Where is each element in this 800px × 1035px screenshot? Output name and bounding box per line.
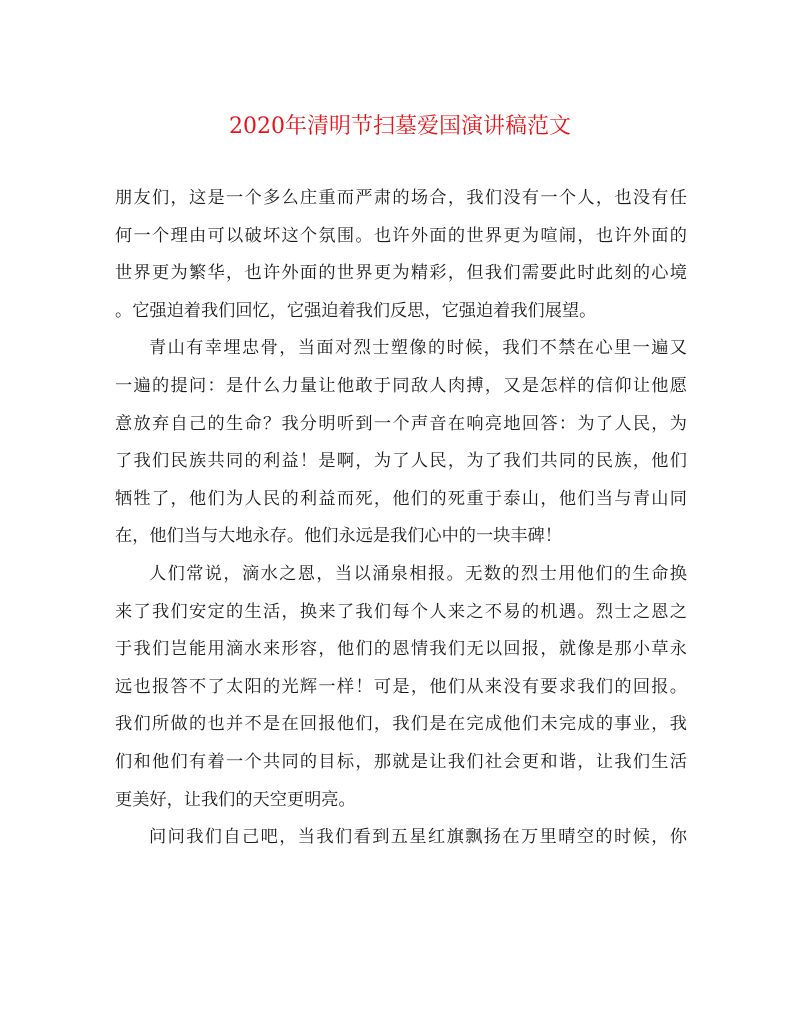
text-line: 们和他们有着一个共同的目标，那就是让我们社会更和谐，让我们生活: [115, 751, 687, 772]
text-line: 。它强迫着我们回忆，它强迫着我们反思，它强迫着我们展望。: [115, 300, 597, 321]
text-line: 问问我们自己吧，当我们看到五星红旗飘扬在万里晴空的时候，你: [149, 827, 687, 848]
text-line: 我们所做的也并不是在回报他们，我们是在完成他们未完成的事业，我: [115, 714, 687, 735]
text-line: 牺牲了，他们为人民的利益而死，他们的死重于泰山，他们当与青山同: [115, 488, 687, 509]
text-line: 朋友们，这是一个多么庄重而严肃的场合，我们没有一个人，也没有任: [115, 188, 687, 208]
paragraph: [115, 819, 687, 857]
text-line: 人们常说，滴水之恩，当以涌泉相报。无数的烈士用他们的生命换: [149, 563, 687, 584]
document-body: [115, 180, 687, 857]
text-line: 何一个理由可以破坏这个氛围。也许外面的世界更为喧闹，也许外面的: [115, 225, 687, 246]
text-line: 远也报答不了太阳的光辉一样！可是，他们从来没有要求我们的回报。: [115, 676, 687, 697]
text-line: 更美好，让我们的天空更明亮。: [115, 789, 356, 810]
paragraph: [115, 180, 687, 330]
text-line: 来了我们安定的生活，换来了我们每个人来之不易的机遇。烈士之恩之: [115, 601, 687, 622]
paragraph: [115, 556, 687, 819]
paragraph: [115, 330, 687, 556]
text-line: 意放弃自己的生命？我分明听到一个声音在响亮地回答：为了人民，为: [115, 413, 687, 434]
text-line: 于我们岂能用滴水来形容，他们的恩情我们无以回报，就像是那小草永: [115, 639, 687, 660]
text-line: 青山有幸埋忠骨，当面对烈士塑像的时候，我们不禁在心里一遍又: [149, 338, 687, 359]
text-line: 世界更为繁华，也许外面的世界更为精彩，但我们需要此时此刻的心境: [115, 263, 687, 284]
document-title: 2020年清明节扫墓爱国演讲稿范文: [229, 114, 571, 139]
text-line: 一遍的提问：是什么力量让他敢于同敌人肉搏，又是怎样的信仰让他愿: [115, 375, 687, 396]
text-line: 在，他们当与大地永存。他们永远是我们心中的一块丰碑！: [115, 526, 562, 547]
text-line: 了我们民族共同的利益！是啊，为了人民，为了我们共同的民族，他们: [115, 451, 687, 472]
